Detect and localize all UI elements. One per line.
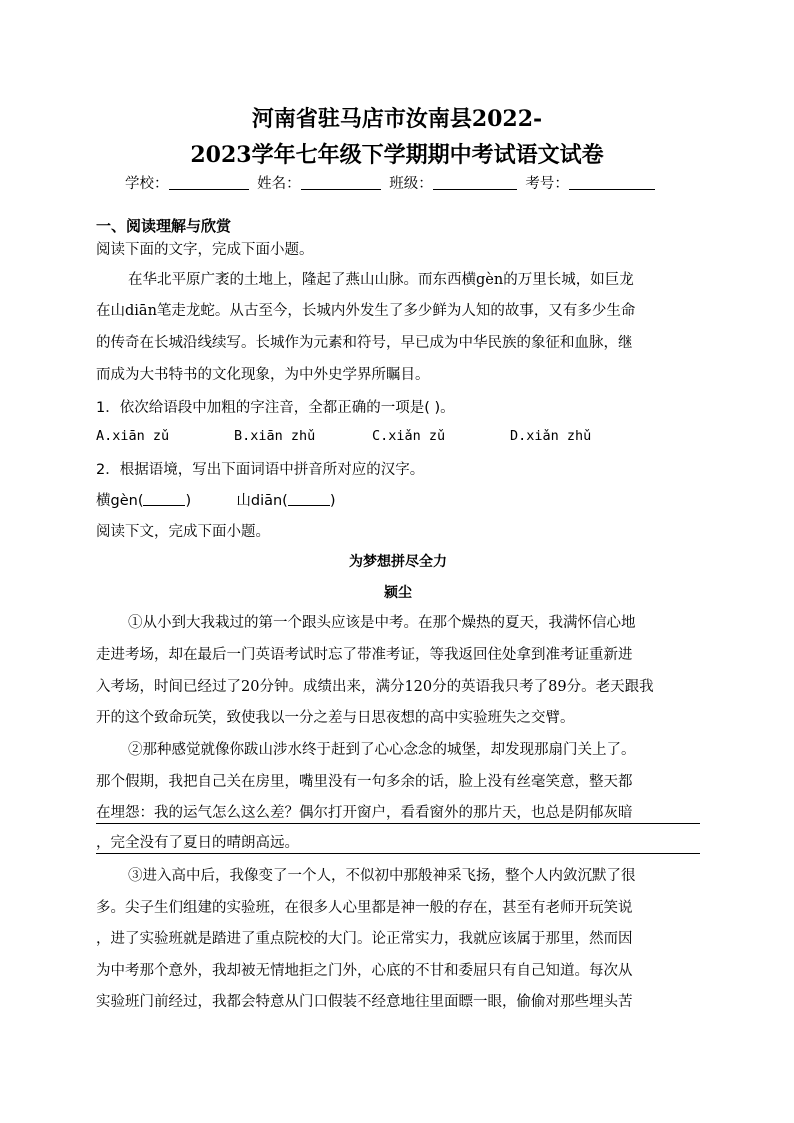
article-line: ②那种感觉就像你跋山涉水终于赶到了心心念念的城堡，却发现那扇门关上了。: [128, 742, 636, 758]
q2-answers-row: [96, 489, 700, 510]
article-line: 为中考那个意外，我却被无情地拒之门外，心底的不甘和委屈只有自己知道。每次从: [96, 963, 633, 979]
q2-item-1-suffix: ): [185, 493, 192, 509]
section-heading: 一、阅读理解与欣赏: [96, 217, 232, 235]
article-line: 走进考场，却在最后一门英语考试时忘了带准考证，等我返回住处拿到准考证重新进: [96, 647, 633, 663]
q2-item-2-suffix: ): [329, 493, 336, 509]
article-line: ①从小到大我栽过的第一个跟头应该是中考。在那个燥热的夏天，我满怀信心地: [128, 615, 636, 631]
passage-line: 在山diān笔走龙蛇。从古至今，长城内外发生了多少鲜为人知的故事，又有多少生命: [96, 303, 636, 319]
name-label: 姓名：: [257, 176, 301, 192]
article-line: 实验班门前经过，我都会特意从门口假装不经意地往里面瞟一眼，偷偷对那些埋头苦: [96, 994, 633, 1010]
passage-line: 而成为大书特书的文化现象，为中外史学界所瞩目。: [96, 367, 430, 383]
reading-instruction-2: 阅读下文，完成下面小题。: [96, 524, 270, 540]
exam-title-line2: 2023学年七年级下学期期中考试语文试卷: [190, 142, 604, 168]
article-line: 入考场，时间已经过了20分钟。成绩出来，满分120分的英语我只考了89分。老天跟我: [96, 679, 654, 695]
q2-item-1-prefix: 横gèn(: [96, 493, 144, 509]
article-line: 多。尖子生们组建的实验班，在很多人心里都是神一般的存在，甚至有老师开玩笑说: [96, 900, 633, 916]
article-author: 颍尘: [384, 585, 412, 601]
question-2: 2．根据语境，写出下面词语中拼音所对应的汉字。: [96, 462, 425, 478]
school-blank[interactable]: [169, 175, 249, 190]
q1-option-a[interactable]: A.xiān zǔ: [96, 428, 170, 444]
class-blank[interactable]: [433, 175, 517, 190]
student-info-row: [125, 172, 659, 193]
article-line: ，进了实验班就是踏进了重点院校的大门。论正常实力，我就应该属于那里，然而因: [96, 931, 633, 947]
article-line-underlined: ，完全没有了夏日的晴朗高远。: [96, 831, 700, 854]
exam-number-blank[interactable]: [569, 175, 655, 190]
article-title: 为梦想拼尽全力: [349, 554, 447, 570]
exam-number-label: 考号：: [525, 176, 569, 192]
school-label: 学校：: [125, 176, 169, 192]
passage-line: 在华北平原广袤的土地上，隆起了燕山山脉。而东西横gèn的万里长城，如巨龙: [128, 272, 634, 288]
q2-answer-1-blank[interactable]: [143, 492, 185, 506]
class-label: 班级：: [389, 176, 433, 192]
article-line: ③进入高中后，我像变了一个人，不似初中那般神采飞扬，整个人内敛沉默了很: [128, 868, 636, 884]
q2-answer-2-blank[interactable]: [288, 492, 330, 506]
reading-instruction-1: 阅读下面的文字，完成下面小题。: [96, 242, 314, 258]
article-line-underlined: 在埋怨：我的运气怎么这么差？偶尔打开窗户，看看窗外的那片天，也总是阴郁灰暗: [96, 801, 700, 824]
article-line: 开的这个致命玩笑，致使我以一分之差与日思夜想的高中实验班失之交臂。: [96, 710, 575, 726]
q1-option-d[interactable]: D.xiǎn zhǔ: [510, 428, 592, 444]
question-1: 1．依次给语段中加粗的字注音，全都正确的一项是( )。: [96, 400, 455, 416]
passage-line: 的传奇在长城沿线续写。长城作为元素和符号，早已成为中华民族的象征和血脉，继: [96, 335, 633, 351]
q2-item-2-prefix: 山diān(: [236, 493, 288, 509]
article-line: 那个假期，我把自己关在房里，嘴里没有一句多余的话，脸上没有丝毫笑意，整天都: [96, 774, 633, 790]
exam-title-line1: 河南省驻马店市汝南县2022-: [251, 106, 543, 132]
q1-option-c[interactable]: C.xiǎn zǔ: [372, 428, 446, 444]
name-blank[interactable]: [301, 175, 381, 190]
q1-option-b[interactable]: B.xiān zhǔ: [234, 428, 316, 444]
